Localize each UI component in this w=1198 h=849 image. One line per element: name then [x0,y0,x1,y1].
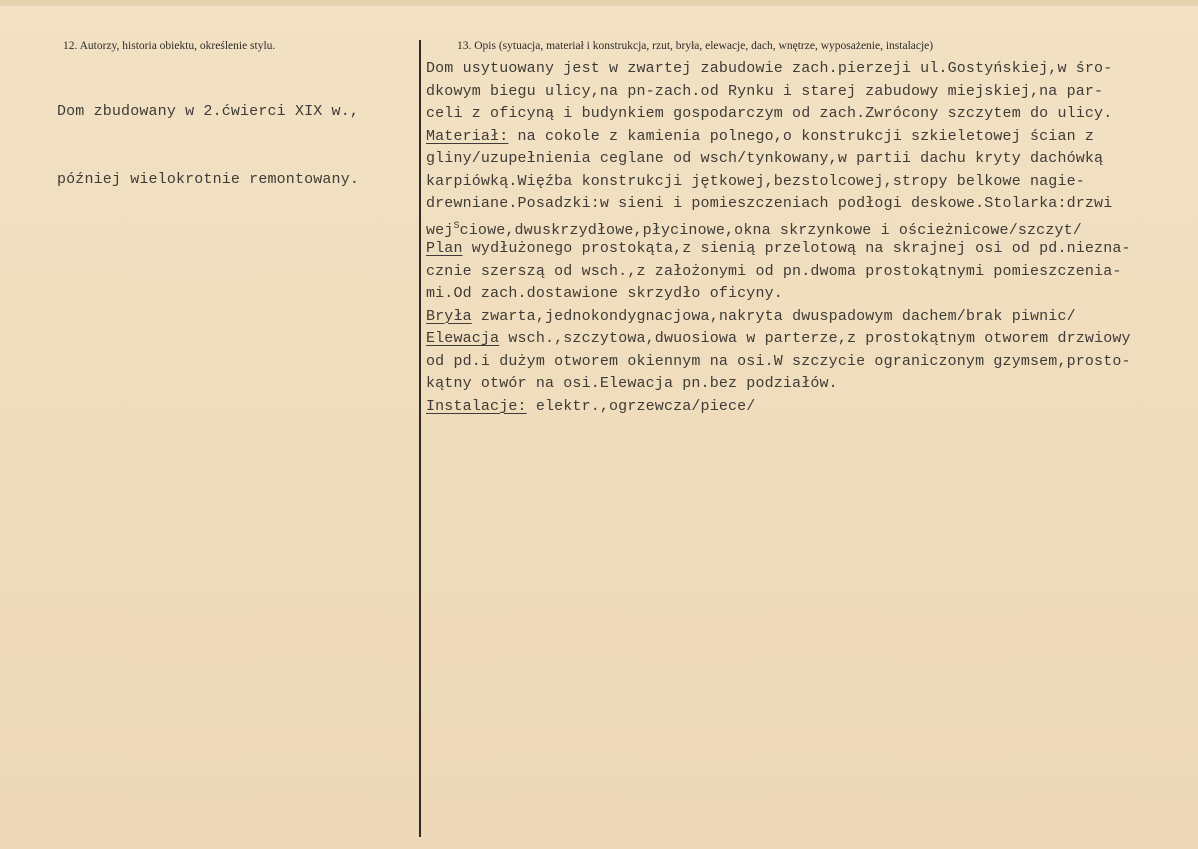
section-13-label: Materiał: [426,127,509,145]
section-13-line [426,171,1131,194]
section-13-text: karpiówką.Więźba konstrukcji jętkowej,bezstolcowej,stropy belkowe nagie- [426,172,1085,190]
sheet-edge [0,0,1198,6]
section-13-line [426,58,1131,81]
section-13-text: dkowym biegu ulicy,na pn-zach.od Rynku i starej zabudowy miejskiej,na par- [426,82,1104,100]
section-13-text: wsch.,szczytowa,dwuosiowa w parterze,z prostokątnym otworem drzwiowy [499,330,1131,347]
column-divider [419,40,421,837]
section-13-text: wej [426,221,454,239]
section-13-text: drewniane.Posadzki:w sieni i pomieszczeniach podłogi deskowe.Stolarka:drzwi [426,195,1113,212]
section-13-heading: 13. Opis (sytuacja, materiał i konstrukcja, rzut, bryła, elewacje, dach, wnętrze, wyposażenie, instalacje) [457,40,934,52]
section-13-text: ciowe,dwuskrzydłowe,płycinowe,okna skrzynkowe i ościeżnicowe/szczyt/ [459,221,1082,239]
section-13-text: wydłużonego prostokąta,z sienią przelotową na skrajnej osi od pd.niezna- [462,240,1131,257]
section-13-line [426,261,1131,284]
section-12-line: później wielokrotnie remontowany. [57,170,359,188]
section-13-line [426,373,1131,396]
section-13-line [426,126,1131,149]
section-13-text: gliny/uzupełnienia ceglane od wsch/tynkowany,w partii dachu kryty dachówką [426,150,1104,167]
section-13-line [426,81,1131,104]
section-13-label: Instalacje: [426,397,527,415]
section-13-text: kątny otwór na osi.Elewacja pn.bez podziałów. [426,375,838,392]
section-12-line: Dom zbudowany w 2.ćwierci XIX w., [57,103,359,120]
section-13-text: mi.Od zach.dostawione skrzydło oficyny. [426,285,783,302]
section-13-line [426,328,1131,351]
section-13-line [426,306,1131,329]
section-13-line [426,396,1131,419]
section-13-line [426,238,1131,261]
section-13-label: Bryła [426,307,472,325]
section-12-body [57,56,359,236]
section-13-text: Dom usytuowany jest w zwartej zabudowie zach.pierzeji ul.Gostyńskiej,w śro- [426,60,1113,77]
section-13-text: na cokole z kamienia polnego,o konstrukcji szkieletowej ścian z [508,127,1095,145]
section-13-text: elektr.,ogrzewcza/piece/ [526,397,756,415]
section-13-text: od pd.i dużym otworem okiennym na osi.W szczycie ograniczonym gzymsem,prosto- [426,352,1131,370]
section-13-label: Elewacja [426,330,500,347]
section-13-superscript: S [453,220,460,232]
section-13-label: Plan [426,240,463,257]
section-13-text: celi z oficyną i budynkiem gospodarczym od zach.Zwrócony szczytem do ulicy. [426,105,1113,122]
section-13-line [426,216,1131,239]
section-13-body [426,58,1131,418]
section-13-line [426,193,1131,216]
section-13-line [426,148,1131,171]
section-13-line [426,351,1131,374]
section-13-line [426,283,1131,306]
section-13-text: cznie szerszą od wsch.,z założonymi od pn.dwoma prostokątnymi pomieszczenia- [426,262,1122,280]
section-13-line [426,103,1131,126]
section-12-heading: 12. Autorzy, historia obiektu, określenie stylu. [63,40,276,52]
section-13-text: zwarta,jednokondygnacjowa,nakryta dwuspadowym dachem/brak piwnic/ [471,307,1076,325]
